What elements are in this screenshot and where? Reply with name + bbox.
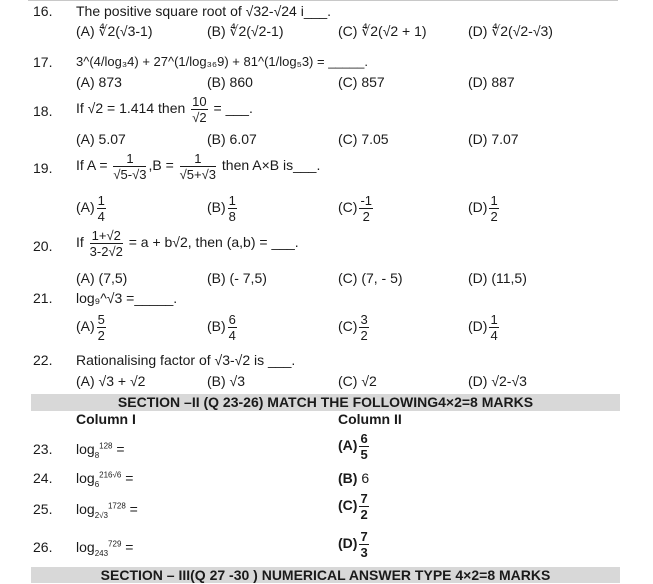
match-option-c <box>338 492 371 521</box>
option-fraction <box>228 194 237 223</box>
section-3-header: SECTION – III(Q 27 -30 ) NUMERICAL ANSWER TYPE 4×2=8 MARKS <box>31 567 620 583</box>
option-label: (C) <box>338 497 358 514</box>
question-text: 3^(4/log₃4) + 27^(1/log₃₆9) + 81^(1/log₅3) = _____. <box>76 54 368 69</box>
fraction-numerator: 1 <box>180 152 216 167</box>
question-text-pre: If <box>76 234 84 251</box>
question-number: 24. <box>33 470 53 486</box>
fraction-numerator: 3 <box>360 312 368 327</box>
option-label: (C) <box>338 199 358 216</box>
question-number: 22. <box>33 352 53 368</box>
match-option-d <box>338 530 371 559</box>
question-number: 20. <box>33 238 53 254</box>
question-text <box>76 152 320 181</box>
match-option-a <box>338 432 371 461</box>
option-fraction <box>489 313 498 342</box>
fraction-denominator: √5-√3 <box>113 167 147 182</box>
option-fraction <box>359 492 368 521</box>
option-a: (A) √3 + √2 <box>76 373 146 389</box>
fraction-denominator: 2 <box>362 209 370 224</box>
question-text: Rationalising factor of √3-√2 is ___. <box>76 352 296 368</box>
fraction-denominator: 4 <box>97 209 105 224</box>
option-d: (D) 7.07 <box>468 131 519 147</box>
option-c <box>338 313 371 342</box>
option-label: (A) <box>76 318 95 335</box>
option-label: (B) <box>207 318 226 335</box>
log-base: 6 <box>94 479 100 489</box>
log-expression <box>76 470 134 489</box>
question-text-post: then A×B is___. <box>221 157 321 174</box>
option-a <box>76 194 108 223</box>
option-label: (C) <box>338 318 358 335</box>
option-a: (A) 873 <box>76 74 122 90</box>
option-fraction <box>97 194 106 223</box>
fraction-numerator: 1 <box>113 152 146 167</box>
option-c: (C) 7.05 <box>338 131 389 147</box>
fraction-numerator: 1+√2 <box>91 228 121 243</box>
option-value: 6 <box>361 470 370 486</box>
option-c <box>338 194 375 223</box>
fraction <box>90 229 123 258</box>
question-text <box>76 229 299 258</box>
question-number: 25. <box>33 501 53 517</box>
fraction-denominator: √2 <box>192 110 207 125</box>
option-b <box>207 194 239 223</box>
option-c: (C) 857 <box>338 74 385 90</box>
fraction <box>191 95 207 124</box>
option-c: (C) ∜2(√2 + 1) <box>338 23 427 39</box>
option-a: (A) (7,5) <box>76 270 128 286</box>
fraction-numerator: 1 <box>490 193 498 208</box>
fraction-numerator: 1 <box>97 193 105 208</box>
option-b: (B) 6.07 <box>207 131 257 147</box>
fraction-numerator: 1 <box>228 193 236 208</box>
question-text-mid: ,B = <box>148 157 174 174</box>
log-text: log <box>76 441 95 457</box>
log-text: log <box>76 501 95 517</box>
section-2-header: SECTION –II (Q 23-26) MATCH THE FOLLOWING4×2=8 MARKS <box>31 394 620 411</box>
fraction-denominator: 3-2√2 <box>89 244 123 259</box>
option-d <box>468 313 501 342</box>
fraction-denominator: 5 <box>360 447 368 462</box>
option-a: (A) ∜2(√3-1) <box>76 23 153 39</box>
question-number: 19. <box>33 160 53 176</box>
log-argument: 216√6 <box>99 470 122 480</box>
match-option-b <box>338 470 369 486</box>
option-label: (D) <box>338 535 358 552</box>
option-d: (D) √2-√3 <box>468 373 527 389</box>
option-b: (B) (- 7,5) <box>207 270 267 286</box>
option-b <box>207 313 239 342</box>
option-c: (C) (7, - 5) <box>338 270 403 286</box>
option-fraction <box>228 313 237 342</box>
option-fraction <box>97 313 106 342</box>
log-base: 8 <box>94 450 100 460</box>
equals-sign: = <box>125 470 134 486</box>
fraction-numerator: -1 <box>360 193 372 208</box>
log-expression <box>76 501 138 520</box>
question-text <box>76 95 253 124</box>
option-d: (D) 887 <box>468 74 515 90</box>
fraction-numerator: 6 <box>228 312 236 327</box>
option-a: (A) 5.07 <box>76 131 126 147</box>
option-label: (A) <box>338 437 358 454</box>
log-argument: 729 <box>108 539 122 549</box>
log-argument: 128 <box>99 441 113 451</box>
log-text: log <box>76 539 95 555</box>
question-text-pre: If √2 = 1.414 then <box>76 100 186 117</box>
option-fraction <box>489 194 498 223</box>
fraction-denominator: 2 <box>360 328 368 343</box>
question-text-pre: If A = <box>76 157 108 174</box>
question-number: 18. <box>33 103 53 119</box>
option-label: (D) <box>468 199 488 216</box>
fraction-numerator: 7 <box>360 529 368 544</box>
question-text-post: = a + b√2, then (a,b) = ___. <box>128 234 299 251</box>
fraction-denominator: 2 <box>360 507 368 522</box>
log-text: log <box>76 470 95 486</box>
question-text: log₉^√3 =_____. <box>76 290 178 306</box>
option-fraction <box>359 530 368 559</box>
question-number: 16. <box>33 3 53 19</box>
equals-sign: = <box>125 539 134 555</box>
fraction-b <box>180 152 216 181</box>
option-d: (D) ∜2(√2-√3) <box>468 23 553 39</box>
question-number: 26. <box>33 539 53 555</box>
log-base: 243 <box>94 548 109 558</box>
top-rule <box>28 0 618 1</box>
log-expression <box>76 441 125 460</box>
option-fraction <box>359 194 373 223</box>
option-c: (C) √2 <box>338 373 377 389</box>
fraction-denominator: 3 <box>360 545 368 560</box>
question-text-post: = ___. <box>213 100 253 117</box>
fraction-denominator: 4 <box>228 328 236 343</box>
question-number: 23. <box>33 441 53 457</box>
question-number: 17. <box>33 54 53 70</box>
fraction-numerator: 7 <box>360 491 368 506</box>
fraction-numerator: 6 <box>360 431 368 446</box>
question-number: 21. <box>33 290 53 306</box>
fraction-numerator: 5 <box>97 312 105 327</box>
column-1-header: Column I <box>76 411 136 427</box>
fraction-numerator: 10 <box>192 94 207 109</box>
log-argument: 1728 <box>107 501 126 511</box>
option-b: (B) ∜2(√2-1) <box>207 23 284 39</box>
option-label: (D) <box>468 318 488 335</box>
fraction-denominator: 4 <box>490 328 498 343</box>
fraction-numerator: 1 <box>490 312 498 327</box>
equals-sign: = <box>116 441 125 457</box>
question-text: The positive square root of √32-√24 i___. <box>76 3 332 19</box>
option-b: (B) 860 <box>207 74 253 90</box>
option-fraction <box>359 432 368 461</box>
option-label: (B) <box>207 199 226 216</box>
option-d <box>468 194 501 223</box>
option-d: (D) (11,5) <box>468 270 527 286</box>
fraction-a <box>113 152 146 181</box>
option-a <box>76 313 108 342</box>
option-b: (B) √3 <box>207 373 246 389</box>
column-2-header: Column II <box>338 411 402 427</box>
equals-sign: = <box>129 501 138 517</box>
option-label: (B) <box>338 470 358 486</box>
log-expression <box>76 539 134 558</box>
log-base: 2√3 <box>94 510 108 520</box>
option-label: (A) <box>76 199 95 216</box>
option-fraction <box>359 313 368 342</box>
fraction-denominator: 2 <box>97 328 105 343</box>
fraction-denominator: 8 <box>228 209 236 224</box>
fraction-denominator: √5+√3 <box>179 167 216 182</box>
fraction-denominator: 2 <box>490 209 498 224</box>
